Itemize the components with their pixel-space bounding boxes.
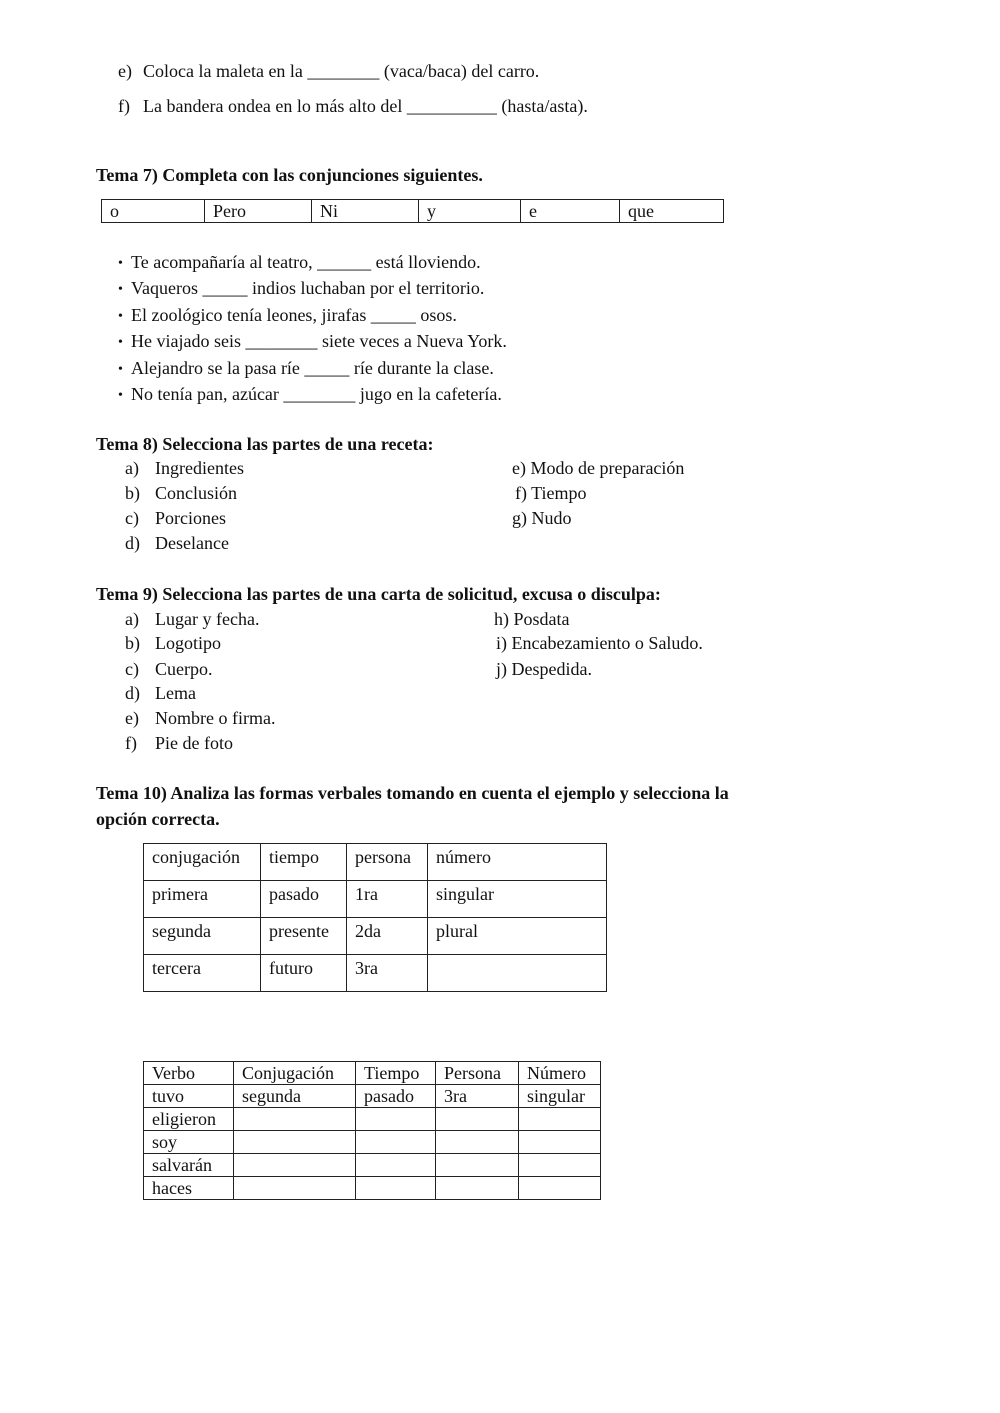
recipe-option: f) Tiempo [515, 483, 587, 503]
table-cell: 1ra [347, 881, 428, 918]
sentence-item [118, 305, 457, 326]
bullet-icon: • [118, 282, 123, 297]
option-marker: a) [125, 458, 139, 478]
table-row [144, 881, 607, 918]
sentence-text: He viajado seis ________ siete veces a Nueva York. [131, 331, 507, 351]
item-text: Coloca la maleta en la ________ (vaca/baca) del carro. [143, 61, 540, 81]
table-row [144, 1108, 601, 1131]
option-text: Pie de foto [155, 733, 233, 753]
header-cell: Conjugación [234, 1062, 356, 1085]
tema10-title-line2: opción correcta. [96, 809, 220, 829]
answer-cell[interactable] [519, 1108, 601, 1131]
option-text: Lugar y fecha. [155, 609, 260, 629]
bullet-icon: • [118, 335, 123, 350]
table-row [144, 844, 607, 881]
conjunctions-table [101, 199, 724, 223]
option-text: Nombre o firma. [155, 708, 276, 728]
recipe-option [125, 483, 237, 504]
item-marker: e) [118, 61, 132, 81]
table-cell: 3ra [436, 1085, 519, 1108]
tema10-title-line1: Tema 10) Analiza las formas verbales tomando en cuenta el ejemplo y selecciona la [96, 783, 729, 803]
table-row [144, 1154, 601, 1177]
header-cell: Tiempo [356, 1062, 436, 1085]
table-cell: primera [144, 881, 261, 918]
table-cell: singular [519, 1085, 601, 1108]
answer-cell[interactable] [519, 1154, 601, 1177]
letter-option: j) Despedida. [496, 659, 592, 679]
option-text: Logotipo [155, 633, 221, 653]
recipe-option [125, 508, 226, 529]
letter-option [125, 609, 259, 630]
sentence-item [118, 331, 507, 352]
table-row [144, 918, 607, 955]
tema8-title: Tema 8) Selecciona las partes de una receta: [96, 434, 434, 454]
table-cell: 3ra [347, 955, 428, 992]
option-marker: a) [125, 609, 139, 629]
answer-cell[interactable] [519, 1131, 601, 1154]
conjunction-cell: Pero [205, 200, 312, 223]
answer-cell[interactable] [436, 1154, 519, 1177]
letter-option [125, 708, 275, 729]
option-text: Deselance [155, 533, 229, 553]
table-cell: conjugación [144, 844, 261, 881]
table-cell: tercera [144, 955, 261, 992]
table-cell: soy [144, 1131, 234, 1154]
header-cell: Número [519, 1062, 601, 1085]
answer-cell[interactable] [436, 1177, 519, 1200]
letter-option: h) Posdata [494, 609, 570, 629]
item-text: La bandera ondea en lo más alto del __________ (hasta/asta). [143, 96, 588, 116]
option-marker: b) [125, 633, 140, 653]
letter-option: i) Encabezamiento o Saludo. [496, 633, 703, 653]
item-marker: f) [118, 96, 130, 116]
sentence-text: El zoológico tenía leones, jirafas _____ osos. [131, 305, 457, 325]
option-marker: d) [125, 533, 140, 553]
table-row [144, 1085, 601, 1108]
tema7-title: Tema 7) Completa con las conjunciones siguientes. [96, 165, 483, 185]
conjunction-cell: que [620, 200, 724, 223]
conjunction-cell: o [102, 200, 205, 223]
table-cell: singular [428, 881, 607, 918]
table-header-row [144, 1062, 601, 1085]
table-cell: segunda [144, 918, 261, 955]
bullet-icon: • [118, 309, 123, 324]
option-text: Cuerpo. [155, 659, 213, 679]
exercise-item-e [118, 61, 539, 82]
table-cell: presente [261, 918, 347, 955]
option-marker: c) [125, 659, 139, 679]
table-cell: salvarán [144, 1154, 234, 1177]
sentence-text: Vaqueros _____ indios luchaban por el territorio. [131, 278, 485, 298]
recipe-option [125, 458, 244, 479]
letter-option [125, 683, 196, 704]
letter-option [125, 659, 213, 680]
bullet-icon: • [118, 388, 123, 403]
option-text: Conclusión [155, 483, 238, 503]
table-cell [428, 955, 607, 992]
answer-cell[interactable] [436, 1108, 519, 1131]
option-text: Lema [155, 683, 196, 703]
answer-cell[interactable] [234, 1108, 356, 1131]
bullet-icon: • [118, 362, 123, 377]
option-marker: b) [125, 483, 140, 503]
letter-option [125, 733, 233, 754]
table-cell: tuvo [144, 1085, 234, 1108]
answer-cell[interactable] [356, 1154, 436, 1177]
option-text: Porciones [155, 508, 226, 528]
header-cell: Verbo [144, 1062, 234, 1085]
option-marker: e) [125, 708, 139, 728]
answer-cell[interactable] [234, 1131, 356, 1154]
recipe-option [125, 533, 229, 554]
option-marker: f) [125, 733, 137, 753]
sentence-text: No tenía pan, azúcar ________ jugo en la cafetería. [131, 384, 502, 404]
table-row [144, 955, 607, 992]
answer-cell[interactable] [234, 1154, 356, 1177]
recipe-option: g) Nudo [512, 508, 572, 528]
tema9-title: Tema 9) Selecciona las partes de una carta de solicitud, excusa o disculpa: [96, 584, 661, 604]
table-row [144, 1131, 601, 1154]
verb-analysis-table [143, 1061, 601, 1200]
sentence-item [118, 252, 481, 273]
option-text: Ingredientes [155, 458, 244, 478]
sentence-text: Te acompañaría al teatro, ______ está lloviendo. [131, 252, 481, 272]
answer-cell[interactable] [436, 1131, 519, 1154]
reference-table [143, 843, 607, 992]
sentence-item [118, 278, 484, 299]
table-cell: persona [347, 844, 428, 881]
table-cell: número [428, 844, 607, 881]
conjunction-cell: e [521, 200, 620, 223]
letter-option [125, 633, 221, 654]
sentence-item [118, 358, 494, 379]
table-cell: segunda [234, 1085, 356, 1108]
table-cell: eligieron [144, 1108, 234, 1131]
answer-cell[interactable] [356, 1177, 436, 1200]
sentence-text: Alejandro se la pasa ríe _____ ríe durante la clase. [131, 358, 494, 378]
sentence-item [118, 384, 502, 405]
recipe-option: e) Modo de preparación [512, 458, 685, 478]
option-marker: c) [125, 508, 139, 528]
answer-cell[interactable] [356, 1108, 436, 1131]
conjunction-cell: Ni [312, 200, 419, 223]
table-cell: futuro [261, 955, 347, 992]
option-marker: d) [125, 683, 140, 703]
bullet-icon: • [118, 256, 123, 271]
answer-cell[interactable] [519, 1177, 601, 1200]
table-cell: plural [428, 918, 607, 955]
answer-cell[interactable] [234, 1177, 356, 1200]
table-cell: haces [144, 1177, 234, 1200]
header-cell: Persona [436, 1062, 519, 1085]
answer-cell[interactable] [356, 1131, 436, 1154]
conjunction-cell: y [419, 200, 521, 223]
table-cell: pasado [261, 881, 347, 918]
table-cell: 2da [347, 918, 428, 955]
table-cell: pasado [356, 1085, 436, 1108]
exercise-item-f [118, 96, 588, 117]
table-cell: tiempo [261, 844, 347, 881]
table-row [144, 1177, 601, 1200]
